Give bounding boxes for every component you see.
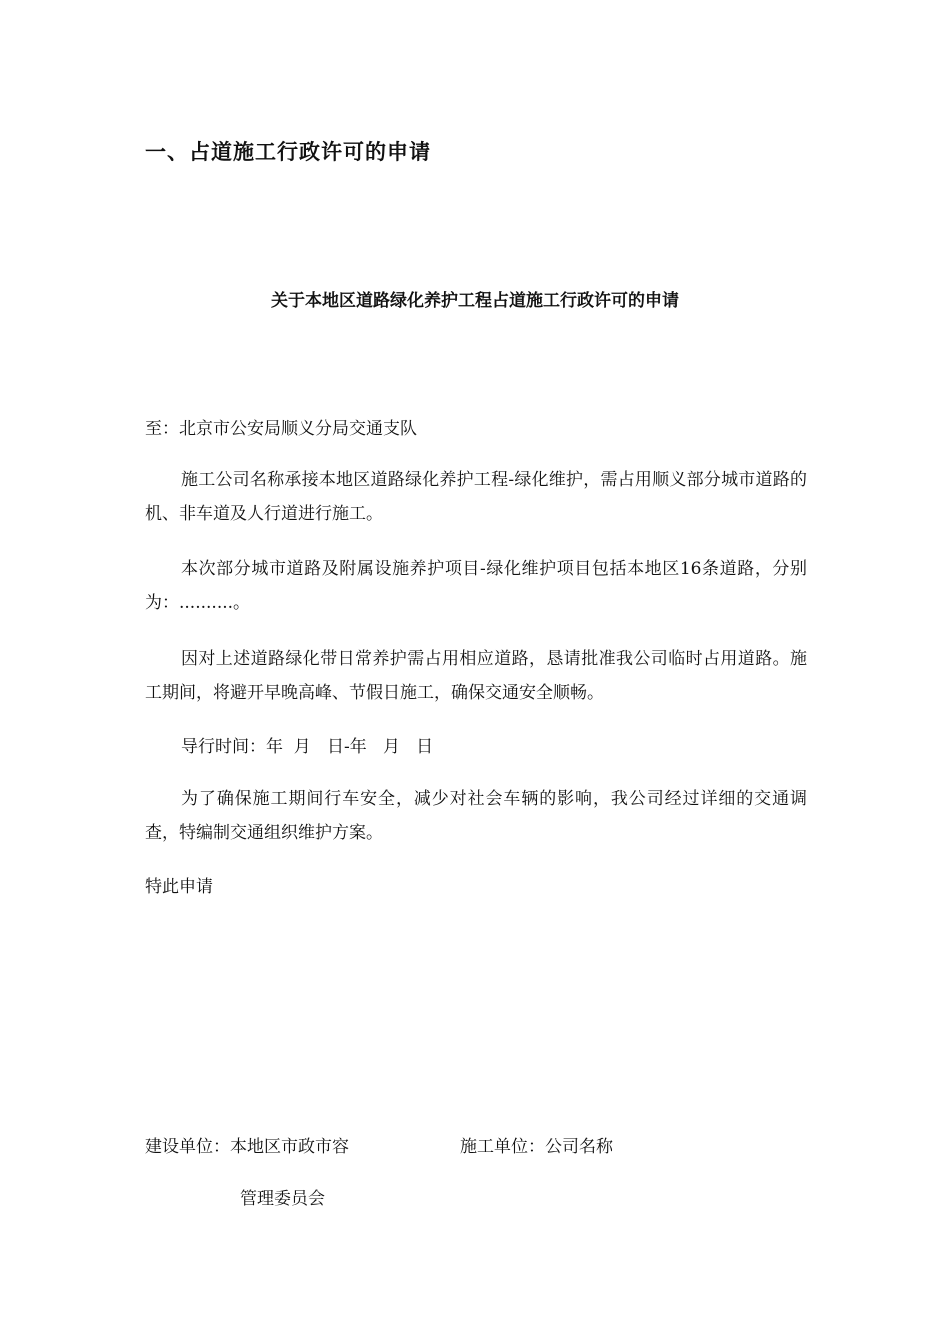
paragraph-2: 本次部分城市道路及附属设施养护项目-绿化维护项目包括本地区16条道路，分别为：..........。 — [145, 559, 807, 613]
builder-signature: 建设单位：本地区市政市容 — [145, 1137, 349, 1157]
addressee-line: 至：北京市公安局顺义分局交通支队 — [145, 419, 417, 439]
contractor-signature: 施工单位：公司名称 — [460, 1137, 613, 1157]
document-title: 关于本地区道路绿化养护工程占道施工行政许可的申请 — [271, 291, 679, 311]
closing-block — [145, 870, 807, 904]
paragraph-1-block — [145, 463, 807, 531]
paragraph-5-block — [145, 782, 807, 850]
detour-time-line: 导行时间：年 月 日-年 月 日 — [181, 737, 434, 757]
paragraph-1: 施工公司名称承接本地区道路绿化养护工程-绿化维护，需占用顺义部分城市道路的机、非车道及人行道进行施工。 — [145, 470, 807, 524]
paragraph-5: 为了确保施工期间行车安全，减少对社会车辆的影响，我公司经过详细的交通调查，特编制交通组织维护方案。 — [145, 789, 807, 843]
section-heading: 一、占道施工行政许可的申请 — [145, 140, 431, 164]
closing-line: 特此申请 — [145, 877, 213, 897]
addressee-block — [145, 412, 807, 446]
builder-signature-line2: 管理委员会 — [240, 1189, 325, 1209]
paragraph-3-block — [145, 642, 807, 710]
paragraph-4-block — [145, 730, 807, 764]
paragraph-2-block — [145, 552, 807, 620]
paragraph-3: 因对上述道路绿化带日常养护需占用相应道路，恳请批准我公司临时占用道路。施工期间，将避开早晚高峰、节假日施工，确保交通安全顺畅。 — [145, 649, 807, 703]
